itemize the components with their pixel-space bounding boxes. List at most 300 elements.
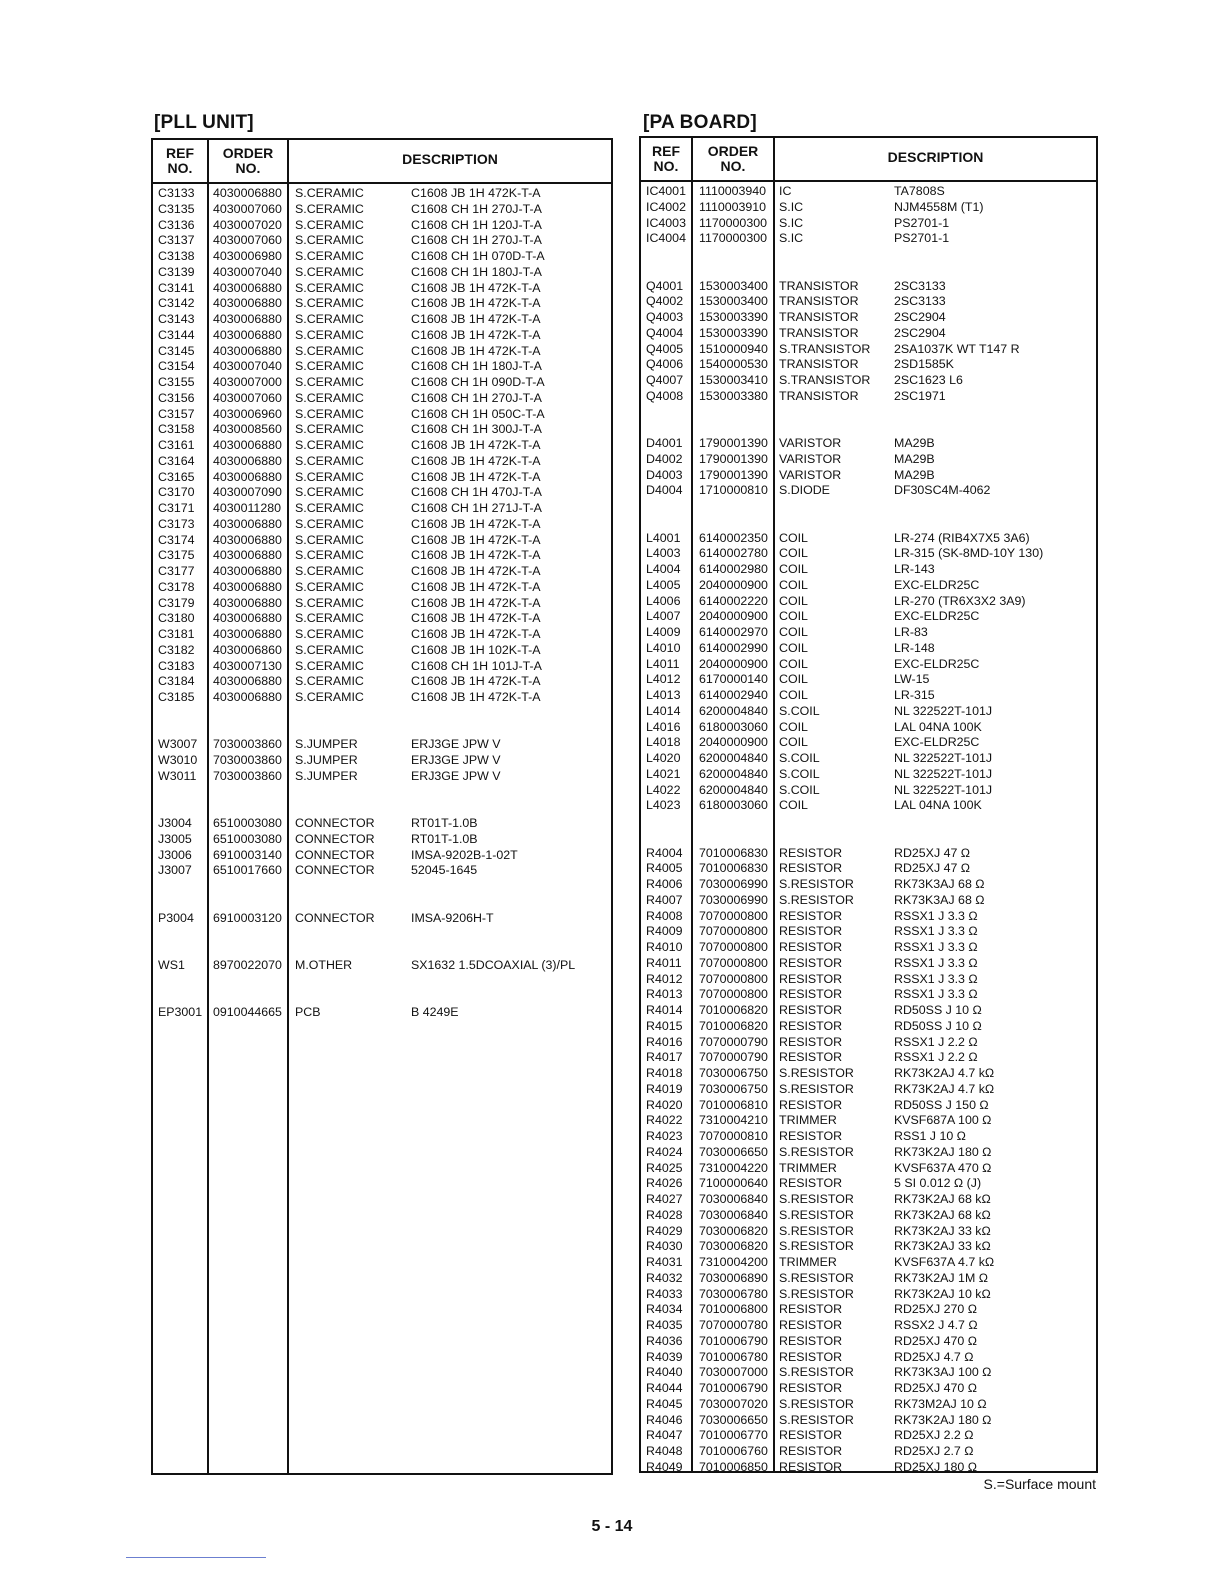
ref-no-cell: W3007 xyxy=(158,737,198,752)
part-description-cell: B 4249E xyxy=(411,1005,459,1019)
order-no-cell: 4030007090 xyxy=(213,485,282,500)
ref-no-cell: L4009 xyxy=(646,625,681,639)
ref-no-cell: L4022 xyxy=(646,782,681,797)
ref-no-cell: R4045 xyxy=(646,1396,683,1411)
ref-no-cell: C3179 xyxy=(158,595,195,610)
ref-no-cell: L4016 xyxy=(646,719,681,734)
order-no-cell: 4030007060 xyxy=(213,390,282,405)
table-row xyxy=(153,470,611,486)
order-no-cell: 4030006880 xyxy=(213,296,282,311)
part-type-cell: S.COIL xyxy=(779,766,820,781)
order-no-cell: 7030006990 xyxy=(699,877,768,891)
table-row xyxy=(641,247,1096,263)
part-description-cell: RD25XJ 470 Ω xyxy=(894,1381,977,1395)
part-type-cell: S.RESISTOR xyxy=(779,1223,854,1238)
part-type-cell: RESISTOR xyxy=(779,940,843,954)
table-row xyxy=(153,1005,611,1021)
order-no-cell: 7030006990 xyxy=(699,892,768,907)
part-description-cell: C1608 JB 1H 472K-T-A xyxy=(411,280,541,295)
part-description-cell: RT01T-1.0B xyxy=(411,831,478,846)
ref-no-cell: R4006 xyxy=(646,877,683,891)
part-type-cell: S.CERAMIC xyxy=(295,375,364,389)
ref-no-cell: R4011 xyxy=(646,955,682,970)
table-row xyxy=(641,1208,1096,1224)
order-no-cell: 7030007000 xyxy=(699,1365,768,1380)
part-type-cell: S.COIL xyxy=(779,703,820,718)
part-description-cell: LR-315 xyxy=(894,688,935,702)
part-type-cell: RESISTOR xyxy=(779,1349,843,1364)
part-type-cell: S.RESISTOR xyxy=(779,1412,854,1427)
ref-no-cell: Q4004 xyxy=(646,325,684,340)
part-description-cell: IMSA-9202B-1-02T xyxy=(411,847,518,862)
order-no-cell: 4030006880 xyxy=(213,548,282,563)
order-no-cell: 4030006880 xyxy=(213,627,282,641)
ref-no-cell: C3136 xyxy=(158,217,195,232)
order-no-cell: 7030003860 xyxy=(213,768,282,783)
table-row xyxy=(641,515,1096,531)
ref-no-cell: W3011 xyxy=(158,768,197,783)
part-type-cell: S.CERAMIC xyxy=(295,422,364,437)
ref-no-cell: C3175 xyxy=(158,548,195,563)
table-row xyxy=(153,265,611,281)
table-row xyxy=(153,233,611,249)
table-row xyxy=(153,517,611,533)
part-description-cell: MA29B xyxy=(894,436,935,450)
table-row xyxy=(153,832,611,848)
ref-no-cell: IC4002 xyxy=(646,199,686,214)
ref-no-cell: R4008 xyxy=(646,908,683,923)
ref-no-cell: R4040 xyxy=(646,1365,683,1380)
part-description-cell: NL 322522T-101J xyxy=(894,751,993,765)
part-type-cell: RESISTOR xyxy=(779,1428,843,1443)
part-description-cell: ERJ3GE JPW V xyxy=(411,768,501,783)
table-row xyxy=(153,942,611,958)
table-row xyxy=(153,895,611,911)
table-row xyxy=(641,420,1096,436)
part-description-cell: MA29B xyxy=(894,467,935,482)
table-row xyxy=(641,1113,1096,1129)
description-header: DESCRIPTION xyxy=(887,149,984,165)
ref-no-cell: Q4005 xyxy=(646,341,684,356)
order-no-cell: 1530003390 xyxy=(699,325,768,340)
order-no-cell: 7030006840 xyxy=(699,1192,768,1206)
part-type-cell: S.RESISTOR xyxy=(779,1239,854,1254)
part-description-cell: RSSX1 J 2.2 Ω xyxy=(894,1034,978,1049)
ref-no-cell: WS1 xyxy=(158,957,185,972)
order-no-cell: 1710000810 xyxy=(699,483,768,498)
table-row xyxy=(641,326,1096,342)
table-row xyxy=(641,1082,1096,1098)
table-row xyxy=(641,436,1096,452)
part-type-cell: COIL xyxy=(779,656,808,671)
part-description-cell: RD25XJ 47 Ω xyxy=(894,845,971,860)
order-no-cell: 7030006820 xyxy=(699,1239,768,1254)
ref-no-cell: L4001 xyxy=(646,530,681,545)
order-no-cell: 6510003080 xyxy=(213,831,282,846)
table-row xyxy=(153,627,611,643)
part-type-cell: S.CERAMIC xyxy=(295,532,364,547)
part-description-cell: 5 SI 0.012 Ω (J) xyxy=(894,1176,982,1191)
part-description-cell: 2SD1585K xyxy=(894,357,954,372)
table-row xyxy=(641,562,1096,578)
part-description-cell: LAL 04NA 100K xyxy=(894,719,982,734)
order-no-cell: 6200004840 xyxy=(699,751,768,765)
table-row xyxy=(641,1098,1096,1114)
table-row xyxy=(641,531,1096,547)
part-type-cell: S.CERAMIC xyxy=(295,469,364,484)
order-no-cell: 4030006880 xyxy=(213,611,282,626)
part-type-cell: S.TRANSISTOR xyxy=(779,341,871,356)
part-description-cell: LAL 04NA 100K xyxy=(894,798,982,813)
ref-no-cell: R4024 xyxy=(646,1144,683,1159)
table-row xyxy=(153,281,611,297)
part-description-cell: RK73K3AJ 100 Ω xyxy=(894,1365,992,1380)
ref-no-cell: R4015 xyxy=(646,1018,683,1033)
table-row xyxy=(153,785,611,801)
table-row xyxy=(153,312,611,328)
part-type-cell: TRANSISTOR xyxy=(779,294,859,309)
order-no-header: ORDER NO. xyxy=(222,145,274,176)
part-description-cell: EXC-ELDR25C xyxy=(894,735,980,750)
part-type-cell: RESISTOR xyxy=(779,971,843,986)
ref-no-cell: C3173 xyxy=(158,516,195,531)
part-type-cell: S.CERAMIC xyxy=(295,674,364,689)
table-row xyxy=(153,643,611,659)
ref-no-cell: L4018 xyxy=(646,735,681,750)
order-no-cell: 1540000530 xyxy=(699,357,768,372)
ref-no-cell: R4020 xyxy=(646,1097,683,1112)
table-row xyxy=(641,1255,1096,1271)
part-description-cell: C1608 CH 1H 300J-T-A xyxy=(411,422,542,437)
part-description-cell: RD25XJ 470 Ω xyxy=(894,1333,977,1348)
part-description-cell: 2SC2904 xyxy=(894,325,946,340)
order-no-cell: 6200004840 xyxy=(699,782,768,797)
ref-no-cell: R4025 xyxy=(646,1160,683,1175)
part-type-cell: S.DIODE xyxy=(779,483,830,498)
ref-no-cell: C3181 xyxy=(158,627,195,641)
ref-no-cell: J3006 xyxy=(158,847,192,862)
part-description-cell: SX1632 1.5DCOAXIAL (3)/PL xyxy=(411,957,576,972)
ref-no-cell: C3137 xyxy=(158,233,195,248)
part-description-cell: C1608 CH 1H 090D-T-A xyxy=(411,375,545,389)
order-no-cell: 4030007020 xyxy=(213,217,282,232)
order-no-cell: 4030006880 xyxy=(213,186,282,200)
part-description-cell: IMSA-9206H-T xyxy=(411,910,494,925)
part-description-cell: C1608 JB 1H 472K-T-A xyxy=(411,186,541,200)
part-description-cell: 2SC2904 xyxy=(894,310,946,324)
ref-no-cell: L4023 xyxy=(646,798,681,813)
table-row xyxy=(153,879,611,895)
ref-no-cell: R4005 xyxy=(646,861,683,876)
table-row xyxy=(641,1050,1096,1066)
part-type-cell: TRANSISTOR xyxy=(779,357,859,372)
part-type-cell: S.CERAMIC xyxy=(295,501,364,515)
table-row xyxy=(153,328,611,344)
part-description-cell: RD25XJ 4.7 Ω xyxy=(894,1349,974,1364)
part-type-cell: VARISTOR xyxy=(779,451,842,466)
order-no-cell: 7070000800 xyxy=(699,940,768,954)
part-type-cell: M.OTHER xyxy=(295,957,353,972)
ref-no-cell: C3177 xyxy=(158,564,195,578)
order-no-cell: 6200004840 xyxy=(699,766,768,781)
ref-no-cell: C3142 xyxy=(158,296,195,311)
part-type-cell: COIL xyxy=(779,609,808,624)
part-type-cell: COIL xyxy=(779,562,808,576)
part-description-cell: RK73K2AJ 1M Ω xyxy=(894,1270,988,1285)
part-type-cell: VARISTOR xyxy=(779,436,842,450)
part-description-cell: C1608 JB 1H 472K-T-A xyxy=(411,579,541,594)
ref-no-cell: C3161 xyxy=(158,438,195,452)
part-description-cell: C1608 JB 1H 472K-T-A xyxy=(411,611,541,626)
ref-no-cell: J3004 xyxy=(158,816,192,830)
table-row xyxy=(641,720,1096,736)
table-row xyxy=(641,735,1096,751)
part-type-cell: S.CERAMIC xyxy=(295,233,364,248)
table-row xyxy=(641,279,1096,295)
order-no-cell: 1170000300 xyxy=(699,231,767,246)
ref-no-cell: L4013 xyxy=(646,688,681,702)
order-no-cell: 2040000900 xyxy=(699,735,768,750)
part-description-cell: NJM4558M (T1) xyxy=(894,199,984,214)
part-type-cell: TRIMMER xyxy=(779,1255,837,1269)
ref-no-cell: R4030 xyxy=(646,1239,683,1254)
order-no-cell: 6140002780 xyxy=(699,546,768,561)
part-description-cell: C1608 JB 1H 472K-T-A xyxy=(411,343,541,358)
ref-no-cell: R4032 xyxy=(646,1270,683,1285)
part-type-cell: S.RESISTOR xyxy=(779,1081,854,1096)
ref-no-cell: L4012 xyxy=(646,672,681,687)
part-type-cell: S.CERAMIC xyxy=(295,485,364,500)
table-row xyxy=(641,846,1096,862)
table-row xyxy=(641,499,1096,515)
part-type-cell: S.CERAMIC xyxy=(295,327,364,342)
order-no-cell: 6140002970 xyxy=(699,625,768,639)
part-type-cell: TRANSISTOR xyxy=(779,325,859,340)
part-type-cell: S.CERAMIC xyxy=(295,438,364,452)
order-no-cell: 6200004840 xyxy=(699,703,768,718)
order-no-cell: 4030006860 xyxy=(213,642,282,657)
order-no-cell: 4030006880 xyxy=(213,564,282,578)
order-no-cell: 2040000900 xyxy=(699,577,768,592)
part-type-cell: COIL xyxy=(779,625,808,639)
ref-no-cell: R4004 xyxy=(646,845,683,860)
part-description-cell: C1608 JB 1H 472K-T-A xyxy=(411,548,541,563)
part-type-cell: S.JUMPER xyxy=(295,753,358,767)
surface-mount-footnote: S.=Surface mount xyxy=(983,1476,1096,1492)
part-type-cell: RESISTOR xyxy=(779,1097,843,1112)
table-row xyxy=(641,893,1096,909)
order-no-cell: 2040000900 xyxy=(699,609,768,624)
part-type-cell: RESISTOR xyxy=(779,1333,843,1348)
part-description-cell: RD25XJ 2.2 Ω xyxy=(894,1428,974,1443)
table-row xyxy=(641,1350,1096,1366)
order-no-cell: 7310004210 xyxy=(699,1113,768,1128)
table-row xyxy=(153,438,611,454)
ref-no-cell: Q4003 xyxy=(646,310,684,324)
table-row xyxy=(153,454,611,470)
table-row xyxy=(153,564,611,580)
ref-no-cell: C3165 xyxy=(158,469,195,484)
table-row xyxy=(641,294,1096,310)
part-description-cell: 2SC3133 xyxy=(894,294,946,309)
ref-no-cell: R4007 xyxy=(646,892,683,907)
part-description-cell: RSSX1 J 3.3 Ω xyxy=(894,955,978,970)
part-type-cell: S.CERAMIC xyxy=(295,658,364,673)
order-no-cell: 4030006880 xyxy=(213,343,282,358)
ref-no-cell: L4014 xyxy=(646,703,681,718)
table-row xyxy=(641,987,1096,1003)
part-description-cell: RK73K2AJ 33 kΩ xyxy=(894,1223,991,1238)
ref-no-cell: R4035 xyxy=(646,1318,683,1332)
part-type-cell: COIL xyxy=(779,640,808,655)
part-type-cell: RESISTOR xyxy=(779,1318,843,1332)
table-row xyxy=(641,389,1096,405)
order-no-cell: 7010006810 xyxy=(699,1097,768,1112)
part-description-cell: ERJ3GE JPW V xyxy=(411,753,501,767)
table-row xyxy=(641,1397,1096,1413)
order-no-cell: 7070000810 xyxy=(699,1129,768,1143)
table-row xyxy=(153,974,611,990)
order-no-cell: 7070000780 xyxy=(699,1318,768,1332)
order-no-cell: 7310004200 xyxy=(699,1255,768,1269)
ref-no-cell: R4023 xyxy=(646,1129,683,1143)
part-description-cell: RD25XJ 47 Ω xyxy=(894,861,971,876)
table-row xyxy=(641,657,1096,673)
part-description-cell: PS2701-1 xyxy=(894,215,950,230)
table-row xyxy=(153,958,611,974)
ref-no-cell: C3174 xyxy=(158,532,195,547)
ref-no-cell: J3005 xyxy=(158,831,192,846)
order-no-cell: 7010006830 xyxy=(699,845,768,860)
table-row xyxy=(153,344,611,360)
part-description-cell: KVSF687A 100 Ω xyxy=(894,1113,992,1128)
part-type-cell: RESISTOR xyxy=(779,1381,843,1395)
table-row xyxy=(641,909,1096,925)
ref-no-header: REF NO. xyxy=(166,145,194,176)
order-no-cell: 4030006880 xyxy=(213,690,282,704)
table-row xyxy=(641,1271,1096,1287)
part-type-cell: RESISTOR xyxy=(779,1050,843,1065)
table-row xyxy=(153,659,611,675)
part-type-cell: S.RESISTOR xyxy=(779,1270,854,1285)
order-no-cell: 7070000800 xyxy=(699,987,768,1002)
ref-no-cell: Q4001 xyxy=(646,278,684,293)
table-row xyxy=(641,357,1096,373)
table-row xyxy=(641,1129,1096,1145)
pa-table-header xyxy=(641,138,1096,182)
part-description-cell: RSSX1 J 2.2 Ω xyxy=(894,1050,978,1065)
part-type-cell: RESISTOR xyxy=(779,924,843,939)
ref-no-cell: D4003 xyxy=(646,467,683,482)
part-description-cell: C1608 JB 1H 472K-T-A xyxy=(411,327,541,342)
part-type-cell: S.RESISTOR xyxy=(779,1365,854,1380)
ref-no-cell: R4013 xyxy=(646,987,683,1002)
order-no-cell: 4030006880 xyxy=(213,579,282,594)
part-description-cell: C1608 JB 1H 472K-T-A xyxy=(411,564,541,578)
table-row xyxy=(153,596,611,612)
part-description-cell: C1608 JB 1H 472K-T-A xyxy=(411,312,541,326)
part-type-cell: S.RESISTOR xyxy=(779,1144,854,1159)
order-no-cell: 7070000800 xyxy=(699,924,768,939)
order-no-cell: 0910044665 xyxy=(213,1005,282,1019)
order-no-cell: 7030007020 xyxy=(699,1396,768,1411)
part-type-cell: COIL xyxy=(779,530,808,545)
table-row xyxy=(641,546,1096,562)
table-row xyxy=(641,1444,1096,1460)
part-description-cell: C1608 JB 1H 472K-T-A xyxy=(411,453,541,468)
description-header: DESCRIPTION xyxy=(402,151,498,167)
order-no-cell: 7010006790 xyxy=(699,1333,768,1348)
order-no-cell: 7010006780 xyxy=(699,1349,768,1364)
part-type-cell: S.CERAMIC xyxy=(295,312,364,326)
table-row xyxy=(641,184,1096,200)
ref-no-cell: R4031 xyxy=(646,1255,683,1269)
part-type-cell: S.RESISTOR xyxy=(779,1396,854,1411)
part-type-cell: COIL xyxy=(779,735,808,750)
order-no-cell: 6180003060 xyxy=(699,719,768,734)
part-description-cell: LW-15 xyxy=(894,672,930,687)
pll-unit-title: [PLL UNIT] xyxy=(154,112,254,133)
part-type-cell: CONNECTOR xyxy=(295,863,375,878)
part-type-cell: COIL xyxy=(779,593,808,608)
table-row xyxy=(641,783,1096,799)
order-no-cell: 4030006880 xyxy=(213,312,282,326)
table-row xyxy=(153,800,611,816)
table-row xyxy=(641,688,1096,704)
pa-board-title: [PA BOARD] xyxy=(643,112,757,133)
order-no-cell: 1530003380 xyxy=(699,388,768,403)
ref-no-cell: L4007 xyxy=(646,609,681,624)
part-type-cell: S.CERAMIC xyxy=(295,264,364,279)
ref-no-cell: C3156 xyxy=(158,390,195,405)
table-row xyxy=(641,1224,1096,1240)
part-type-cell: RESISTOR xyxy=(779,845,843,860)
table-row xyxy=(641,1287,1096,1303)
ref-no-cell: L4005 xyxy=(646,577,681,592)
order-no-cell: 6140002990 xyxy=(699,640,768,655)
part-description-cell: PS2701-1 xyxy=(894,231,950,246)
ref-no-cell: R4033 xyxy=(646,1286,683,1301)
table-row xyxy=(153,989,611,1005)
part-description-cell: C1608 CH 1H 180J-T-A xyxy=(411,264,542,279)
part-description-cell: RK73K2AJ 10 kΩ xyxy=(894,1286,991,1301)
order-no-cell: 4030007060 xyxy=(213,201,282,216)
part-description-cell: RD25XJ 2.7 Ω xyxy=(894,1444,974,1458)
part-type-cell: S.IC xyxy=(779,199,804,214)
part-description-cell: RT01T-1.0B xyxy=(411,816,478,830)
part-type-cell: S.RESISTOR xyxy=(779,1207,854,1222)
ref-no-cell: D4004 xyxy=(646,483,683,498)
table-row xyxy=(641,310,1096,326)
table-row xyxy=(641,609,1096,625)
table-row xyxy=(641,342,1096,358)
order-no-cell: 6510017660 xyxy=(213,863,282,878)
part-type-cell: S.RESISTOR xyxy=(779,1192,854,1206)
order-no-cell: 4030011280 xyxy=(213,501,281,515)
part-type-cell: CONNECTOR xyxy=(295,910,375,925)
table-row xyxy=(641,1428,1096,1444)
table-row xyxy=(153,407,611,423)
order-no-cell: 4030006880 xyxy=(213,438,282,452)
table-row xyxy=(641,877,1096,893)
ref-no-cell: R4049 xyxy=(646,1459,683,1474)
part-type-cell: RESISTOR xyxy=(779,1034,843,1049)
ref-no-cell: L4011 xyxy=(646,656,680,671)
order-no-cell: 1110003910 xyxy=(699,199,767,214)
part-description-cell: C1608 CH 1H 271J-T-A xyxy=(411,501,542,515)
order-no-cell: 1170000300 xyxy=(699,215,767,230)
table-row xyxy=(153,202,611,218)
